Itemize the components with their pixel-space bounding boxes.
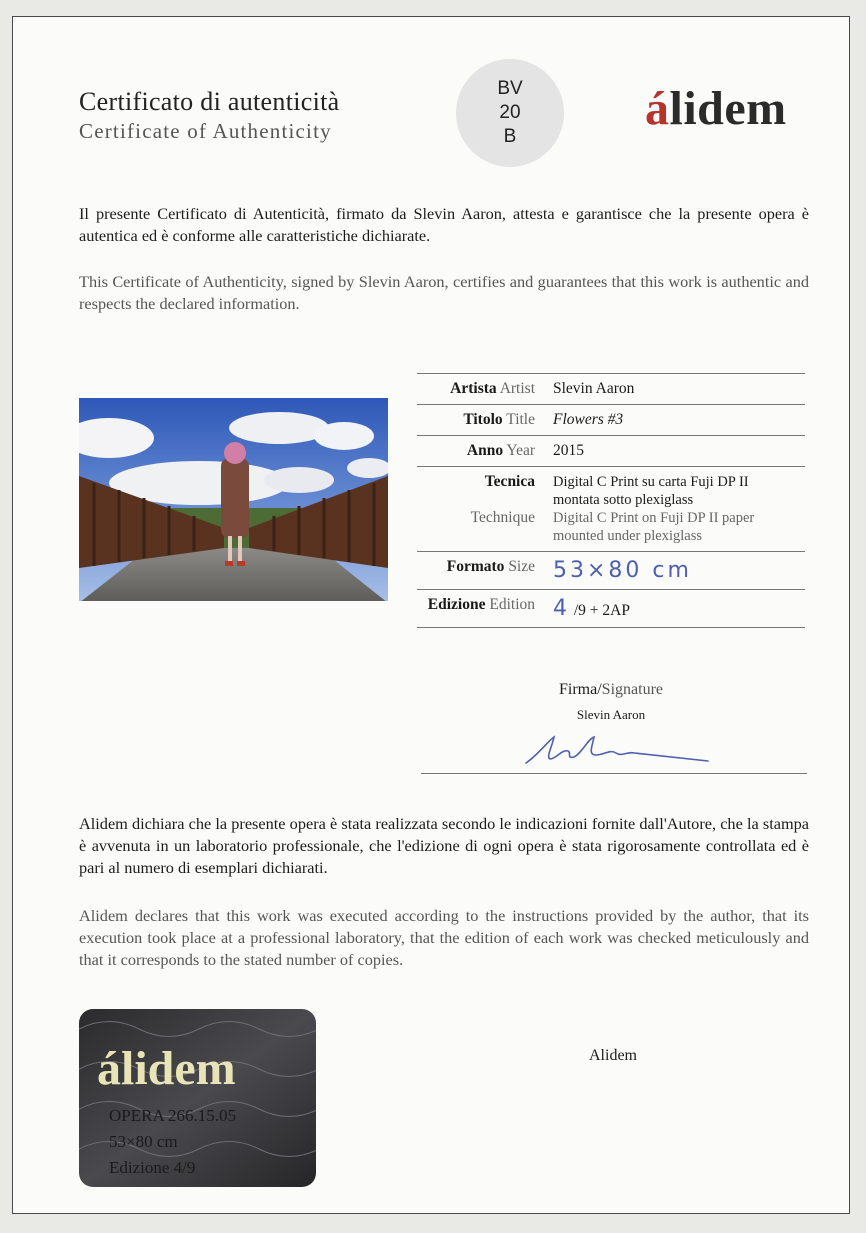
- title-value: Flowers #3: [553, 411, 624, 428]
- issuer-name: Alidem: [589, 1047, 637, 1064]
- signature-line: [421, 773, 807, 774]
- logo-rest: lidem: [669, 82, 787, 135]
- technique-value-it: Digital C Print su carta Fuji DP II montata sotto plexiglass: [553, 474, 749, 508]
- label-en: Title: [506, 411, 535, 428]
- year-value: 2015: [545, 436, 805, 467]
- signer-name: Slevin Aaron: [576, 707, 646, 722]
- technique-value-en: Digital C Print on Fuji DP II paper mounted under plexiglass: [553, 510, 755, 544]
- row-artist: [417, 374, 805, 405]
- handwritten-signature: [518, 729, 718, 769]
- hologram-seal: [79, 1009, 316, 1187]
- row-title: [417, 405, 805, 436]
- row-size: [417, 552, 805, 590]
- label-en: Year: [506, 442, 535, 459]
- label-it: Titolo: [463, 411, 503, 428]
- label-it: Artista: [450, 380, 497, 397]
- edition-value: /9 + 2AP: [573, 602, 630, 619]
- declaration-italian: Alidem dichiara che la presente opera è stata realizzata secondo le indicazioni fornite dall'Autore, che la stampa è avvenuta in un laboratorio professionale, che l'edizione di ogni opera è stata rigorosamente controllata ed è pari al numero di esemplari dichiarati.: [79, 814, 809, 877]
- artwork-photo: [79, 398, 388, 601]
- details-table: [417, 373, 805, 628]
- certificate-sheet: [12, 16, 850, 1214]
- label-it: Anno: [466, 442, 504, 459]
- alidem-logo: [645, 81, 787, 136]
- row-edition: [417, 590, 805, 628]
- hologram-edition: Edizione 4/9: [109, 1158, 196, 1177]
- code-stamp: [456, 59, 564, 167]
- label-it: Formato: [446, 558, 505, 575]
- hologram-size: 53×80 cm: [109, 1132, 178, 1151]
- declaration-english: Alidem declares that this work was executed according to the instructions provided by the author, that its execution took place at a professional laboratory, that the edition of each work was checked meticulously and that it corresponds to the stated number of copies.: [79, 906, 809, 969]
- code-line: 20: [499, 102, 521, 123]
- code-line: B: [503, 126, 517, 147]
- edition-number-handwritten: 4: [553, 596, 570, 621]
- row-technique: [417, 467, 805, 552]
- title-italian: Certificato di autenticità: [79, 87, 340, 116]
- signature-label: [417, 681, 805, 699]
- artwork-image: [79, 398, 388, 601]
- hologram-opera: OPERA 266.15.05: [109, 1106, 237, 1125]
- label-it: Edizione: [427, 596, 486, 613]
- label-en: Edition: [489, 596, 535, 613]
- intro-english: This Certificate of Authenticity, signed by Slevin Aaron, certifies and guarantees that this work is authentic and respects the declared information.: [79, 272, 809, 313]
- label-en: Artist: [499, 380, 535, 397]
- title-english: Certificate of Authenticity: [79, 119, 332, 143]
- hologram-logo: álidem: [97, 1042, 236, 1095]
- label-it: Tecnica: [484, 473, 535, 490]
- signature-separator: /: [597, 681, 602, 698]
- signature-label-en: Signature: [601, 681, 663, 698]
- size-handwritten: 53×80 cm: [553, 558, 692, 583]
- intro-italian: Il presente Certificato di Autenticità, firmato da Slevin Aaron, attesta e garantisce che la presente opera è autentica ed è conforme alle caratteristiche dichiarate.: [79, 204, 809, 245]
- hologram-seal-image: [79, 1009, 316, 1187]
- row-year: [417, 436, 805, 467]
- label-en: Technique: [470, 509, 535, 526]
- artist-value: Slevin Aaron: [545, 374, 805, 405]
- logo-accent: á: [645, 82, 670, 135]
- label-en: Size: [508, 558, 535, 575]
- signature-label-it: Firma: [559, 681, 598, 698]
- code-line: BV: [497, 78, 523, 99]
